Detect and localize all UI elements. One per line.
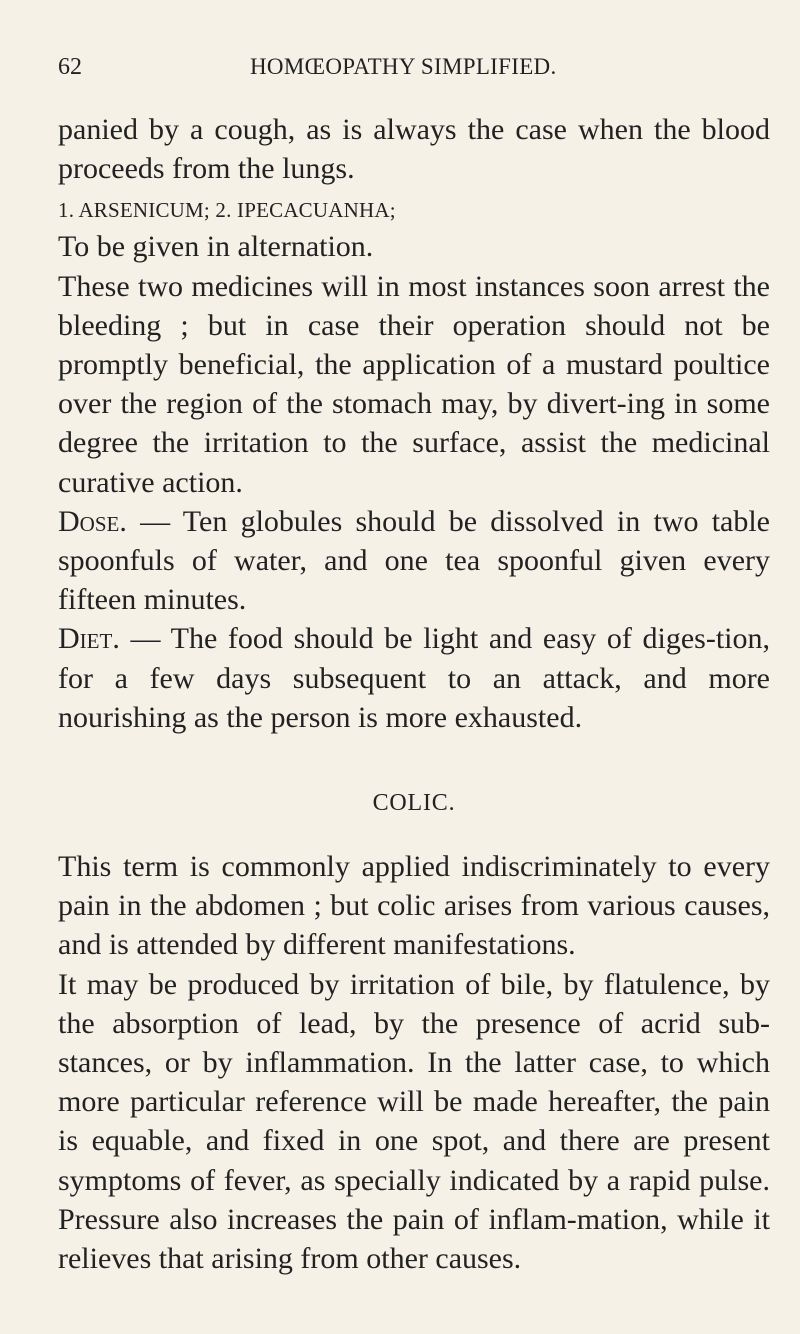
book-page (58, 52, 770, 1278)
dose-label: Dose. (58, 504, 127, 538)
dose-text: — Ten globules should be dissolved in two table spoonfuls of water, and one tea spoonful given every fifteen minutes. (58, 504, 770, 617)
diet-paragraph (58, 619, 770, 737)
section-heading-colic: COLIC. (372, 790, 456, 817)
diet-text: — The food should be light and easy of diges-tion, for a few days subsequent to an attack, and more nourishing as the person is more exhausted. (58, 622, 771, 734)
page-header (58, 52, 770, 82)
colic-paragraph-1: This term is commonly applied indiscriminately to every pain in the abdomen ; but colic arises from various causes, and is attended by different manifestations. (58, 850, 770, 962)
dose-paragraph (58, 502, 770, 620)
alternation-note: To be given in alternation. (58, 230, 374, 264)
paragraph-blood-from-lungs: panied by a cough, as is always the case when the blood proceeds from the lungs. (58, 113, 770, 186)
paragraph-bleeding-treatment: These two medicines will in most instances soon arrest the bleeding ; but in case their operation should not be promptly beneficial, the application of a mustard poultice over the region of the stomach may, by divert-ing in some degree the irritation to the surface, assist the medicinal curative action. (58, 269, 770, 499)
page-number: 62 (58, 54, 82, 80)
running-head: HOMŒOPATHY SIMPLIFIED. (250, 54, 557, 79)
diet-label: Diet. (58, 622, 120, 656)
remedy-list: 1. ARSENICUM; 2. IPECACUANHA; (58, 198, 396, 223)
colic-paragraph-2: It may be produced by irritation of bile, by flatulence, by the absorption of lead, by the presence of acrid sub-stances, or by inflammation. In the latter case, to which more particular reference will be made hereafter, the pain is equable, and fixed in one spot, and there are present symptoms of fever, as specially indicated by a rapid pulse. Pressure also increases the pain of inflam-mation, while it relieves that arising from other causes. (58, 967, 770, 1276)
